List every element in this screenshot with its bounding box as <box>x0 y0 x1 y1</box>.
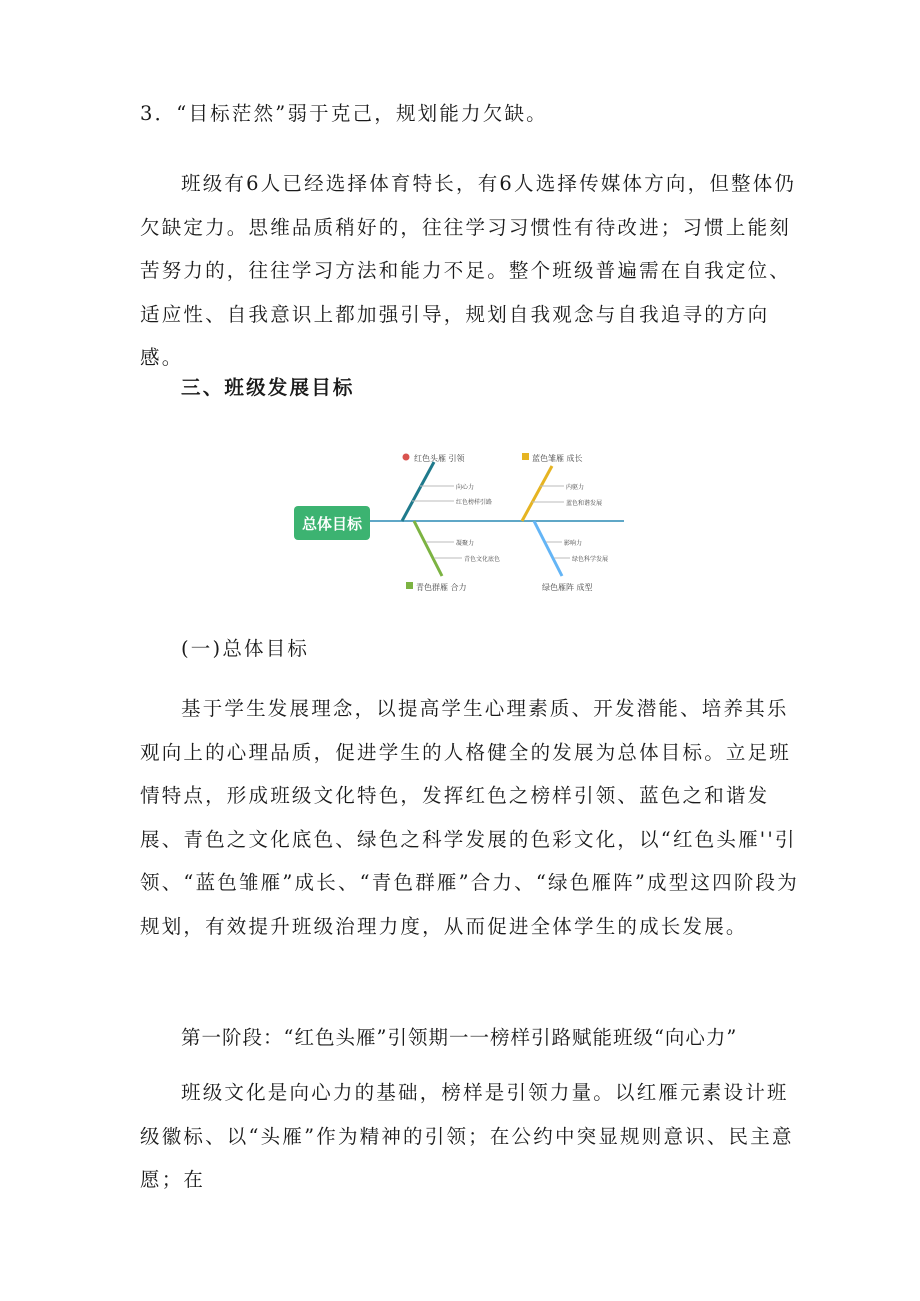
branch-3-icon <box>406 582 413 589</box>
branch-1-bone <box>402 462 434 521</box>
branch-2-item-2: 蓝色和谐发展 <box>566 500 603 507</box>
diagram-head-label: 总体目标 <box>301 515 363 533</box>
paragraph-3: 3．“目标茫然”弱于克己，规划能力欠缺。 <box>140 102 548 125</box>
branch-4-item-2: 绿色科学发展 <box>572 556 609 563</box>
paragraph-overall-goal: 基于学生发展理念，以提高学生心理素质、开发潜能、培养其乐观向上的心理品质，促进学生的人格健全的发展为总体目标。立足班情特点，形成班级文化特色，发挥红色之榜样引领、蓝色之和谐发展、青色之文化底色、绿色之科学发展的色彩文化，以“红色头雁''引领、“蓝色雏雁”成长、“青色群雁”合力、“绿色雁阵”成型这四阶段为规划，有效提升班级治理力度，从而促进全体学生的成长发展。 <box>140 697 799 938</box>
branch-3-label: 青色群雁 合力 <box>416 583 467 592</box>
paragraph-stage-1: 第一阶段：“红色头雁”引领期一一榜样引路赋能班级“向心力” <box>181 1026 738 1049</box>
branch-3-item-1: 凝聚力 <box>456 540 475 547</box>
branch-1-icon <box>403 454 410 461</box>
branch-4-item-1: 影响力 <box>564 540 583 547</box>
section-heading: 三、班级发展目标 <box>181 376 355 399</box>
branch-2-item-1: 内驱力 <box>566 484 585 491</box>
branch-3-bone <box>414 521 442 576</box>
branch-1-label: 红色头雁 引领 <box>414 454 465 463</box>
branch-2-bone <box>522 466 552 521</box>
branch-1-item-2: 红色榜样引路 <box>456 499 493 506</box>
branch-4-label: 绿色雁阵 成型 <box>542 583 593 592</box>
paragraph-class-culture: 班级文化是向心力的基础，榜样是引领力量。以红雁元素设计班级徽标、以“头雁”作为精神的引领；在公约中突显规则意识、民主意愿；在 <box>140 1081 794 1191</box>
branch-1-item-1: 向心力 <box>456 484 475 491</box>
branch-4-bone <box>534 521 562 576</box>
branch-2-label: 蓝色雏雁 成长 <box>532 454 583 463</box>
fishbone-diagram <box>294 448 624 593</box>
branch-2-icon <box>522 453 529 460</box>
paragraph-class-status: 班级有6人已经选择体育特长，有6人选择传媒体方向，但整体仍欠缺定力。思维品质稍好的，往往学习习惯性有待改进；习惯上能刻苦努力的，往往学习方法和能力不足。整个班级普遍需在自我定位、适应性、自我意识上都加强引导，规划自我观念与自我追寻的方向感。 <box>140 172 797 369</box>
branch-3-item-2: 青色文化底色 <box>464 556 501 563</box>
subheading-overall-goal: (一)总体目标 <box>181 637 310 660</box>
